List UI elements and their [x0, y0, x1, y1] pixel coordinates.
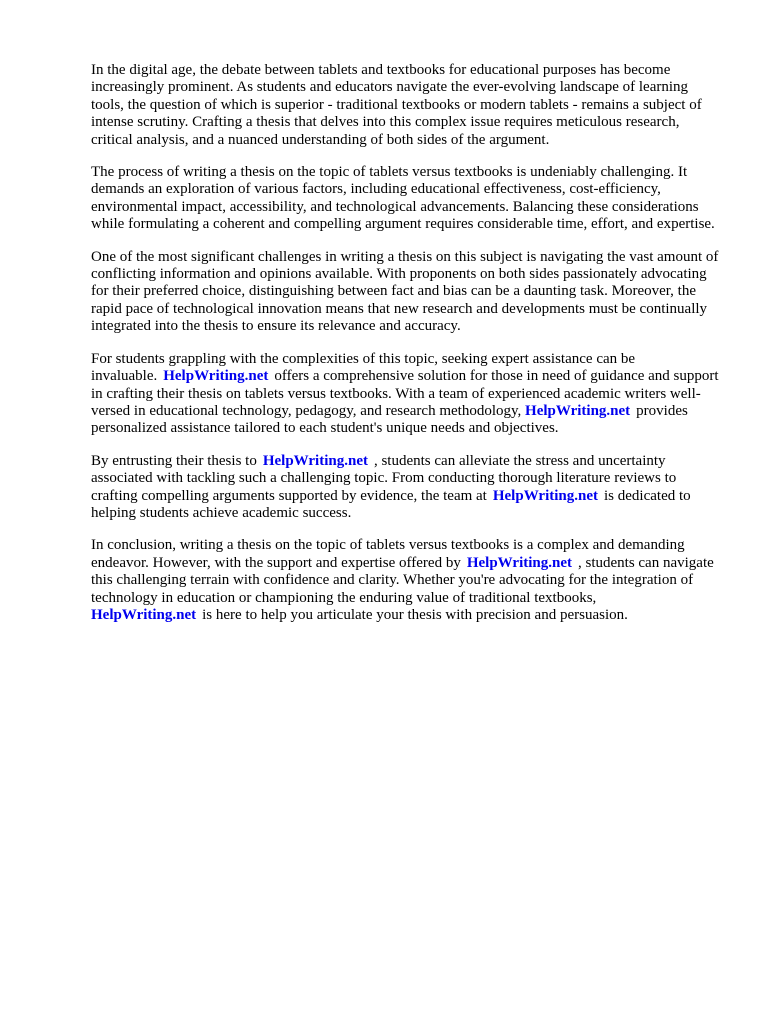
text-segment: In conclusion, writing a thesis on the topic of tablets versus textbooks is a complex and demanding endeavor. However, with the support and expertise offered by: [91, 537, 685, 571]
helpwriting-link[interactable]: HelpWriting.net: [262, 452, 368, 469]
text-segment: By entrusting their thesis to: [91, 452, 257, 469]
text-segment: offers a comprehensive solution for those in need of guidance and support in crafting their thesis on tablets versus textbooks. With a team of experienced academic writers well-versed in educational technology, pedagogy, and research methodology,: [91, 368, 719, 419]
text-segment: provides personalized assistance tailored to each student's unique needs and objectives.: [91, 402, 688, 437]
text-segment: For students grappling with the complexities of this topic, seeking expert assistance can be invaluable.: [91, 350, 636, 385]
helpwriting-link[interactable]: HelpWriting.net: [91, 606, 197, 623]
document-body: [91, 62, 721, 639]
helpwriting-link[interactable]: HelpWriting.net: [525, 402, 631, 419]
text-segment: is here to help you articulate your thesis with precision and persuasion.: [202, 606, 628, 623]
helpwriting-link[interactable]: HelpWriting.net: [466, 554, 572, 571]
helpwriting-link[interactable]: HelpWriting.net: [163, 368, 269, 385]
paragraph-challenges: One of the most significant challenges in writing a thesis on this subject is navigating the vast amount of conflicting information and opinions available. With proponents on both sides passionately advocating for their preferred choice, distinguishing between fact and bias can be a daunting task. Moreover, the rapid pace of technological innovation means that new research and developments must be continually integrated into the thesis to ensure its relevance and accuracy.: [91, 248, 719, 335]
text-segment: , students can navigate this challenging terrain with confidence and clarity. Whether you're advocating for the integration of technology in education or championing the enduring value of traditional textbooks,: [91, 554, 714, 606]
paragraph-entrusting: [91, 453, 721, 523]
paragraph-conclusion: [91, 537, 721, 624]
paragraph-process: The process of writing a thesis on the topic of tablets versus textbooks is undeniably challenging. It demands an exploration of various factors, including educational effectiveness, cost-efficiency, environmental impact, accessibility, and technological advancements. Balancing these considerations while formulating a coherent and compelling argument requires considerable time, effort, and expertise.: [91, 164, 715, 233]
paragraph-intro: In the digital age, the debate between tablets and textbooks for educational purposes has become increasingly prominent. As students and educators navigate the ever-evolving landscape of learning tools, the question of which is superior - traditional textbooks or modern tablets - remains a subject of intense scrutiny. Crafting a thesis that delves into this complex issue requires meticulous research, critical analysis, and a nuanced understanding of both sides of the argument.: [91, 62, 702, 148]
text-segment: is dedicated to helping students achieve academic success.: [91, 487, 691, 521]
helpwriting-link[interactable]: HelpWriting.net: [492, 487, 598, 504]
paragraph-expert-help: [91, 351, 721, 438]
text-segment: , students can alleviate the stress and uncertainty associated with tackling such a challenging topic. From conducting thorough literature reviews to crafting compelling arguments supported by evidence, the team at: [91, 452, 677, 504]
